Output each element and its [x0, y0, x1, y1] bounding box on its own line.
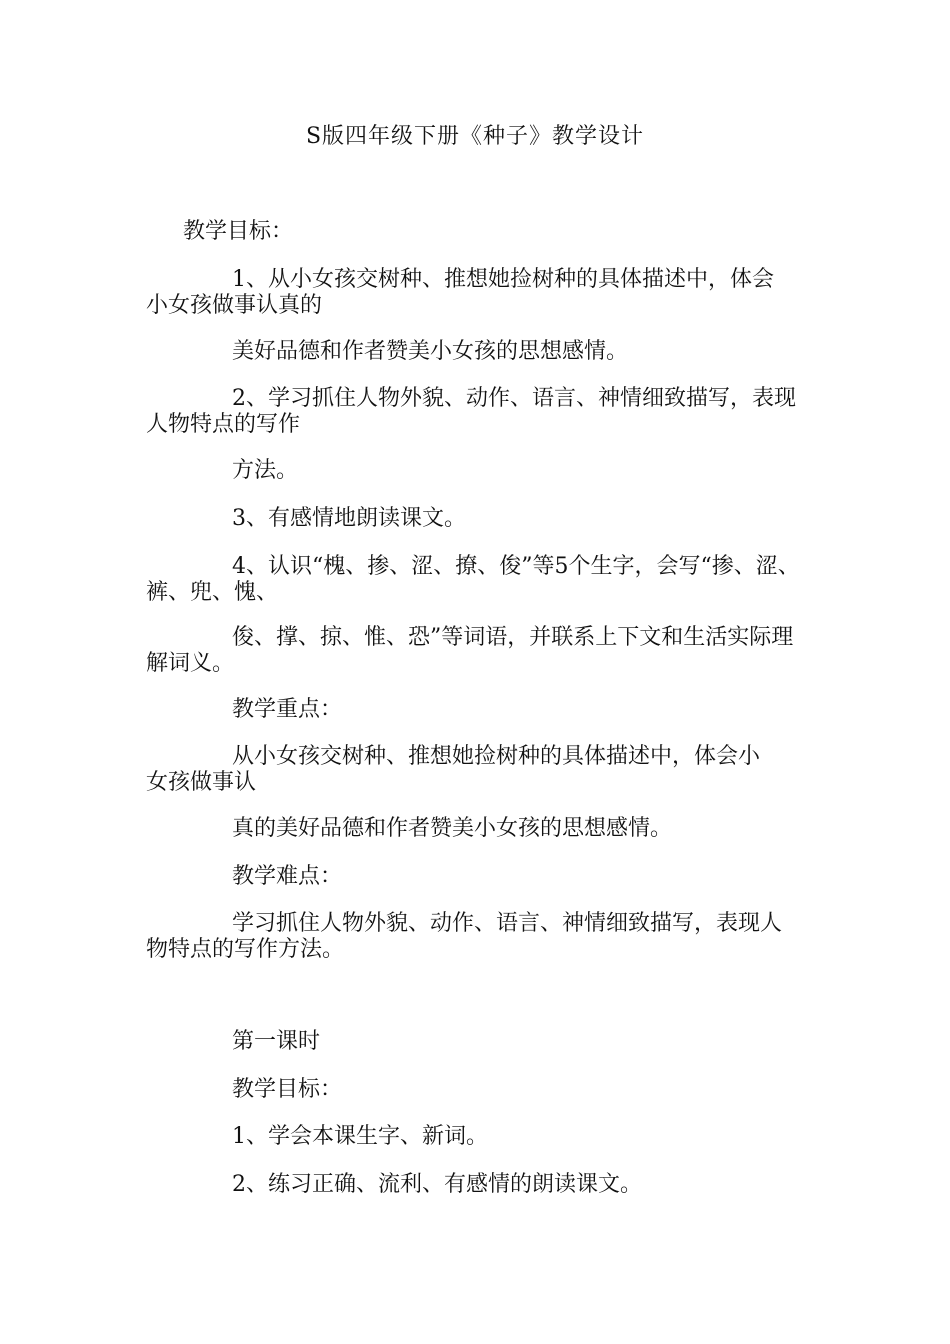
objective-4-line-3: 俊、撑、掠、惟、恐”等词语，并联系上下文和生活实际理: [232, 625, 794, 650]
objective-1-line-1: 1、从小女孩交树种、推想她捡树种的具体描述中，体会: [232, 267, 774, 292]
difficulties-heading: 教学难点：: [232, 864, 343, 889]
objective-2: [146, 386, 810, 438]
objective-2-line-1: 2、学习抓住人物外貌、动作、语言、神情细致描写，表现: [232, 386, 796, 411]
lesson-1-item-2: 2、练习正确、流利、有感情的朗读课文。: [232, 1172, 642, 1197]
difficulties: [146, 911, 810, 963]
objective-4-line-1: 4、认识“槐、掺、涩、撩、俊”等5个生字，会写“掺、涩、: [232, 554, 800, 579]
lesson-1-objectives-heading: 教学目标：: [232, 1077, 343, 1102]
lesson-1-item-1: 1、学会本课生字、新词。: [232, 1124, 488, 1149]
key-points-heading: 教学重点：: [232, 697, 343, 722]
document-title: S版四年级下册《种子》教学设计: [305, 124, 645, 149]
objective-2-line-2: 人物特点的写作: [146, 412, 301, 437]
difficulties-line-2: 物特点的写作方法。: [146, 937, 345, 962]
key-points: [146, 744, 810, 796]
objective-1-line-2: 小女孩做事认真的: [146, 293, 323, 318]
objective-4-cont: [146, 625, 810, 677]
objectives-heading: 教学目标：: [183, 219, 294, 244]
objective-1: [146, 267, 810, 319]
key-points-line-1: 从小女孩交树种、推想她捡树种的具体描述中，体会小: [232, 744, 761, 769]
objective-4-line-4: 解词义。: [146, 651, 235, 676]
objective-2-line-3: 方法。: [232, 458, 299, 483]
objective-4-line-2: 裤、兜、愧、: [146, 580, 279, 605]
key-points-line-2: 女孩做事认: [146, 770, 257, 795]
key-points-line-3: 真的美好品德和作者赞美小女孩的思想感情。: [232, 816, 673, 841]
objective-1-line-3: 美好品德和作者赞美小女孩的思想感情。: [232, 339, 629, 364]
objective-4: [146, 554, 810, 606]
lesson-1-heading: 第一课时: [232, 1029, 321, 1054]
objective-3: 3、有感情地朗读课文。: [232, 506, 466, 531]
difficulties-line-1: 学习抓住人物外貌、动作、语言、神情细致描写，表现人: [232, 911, 783, 936]
